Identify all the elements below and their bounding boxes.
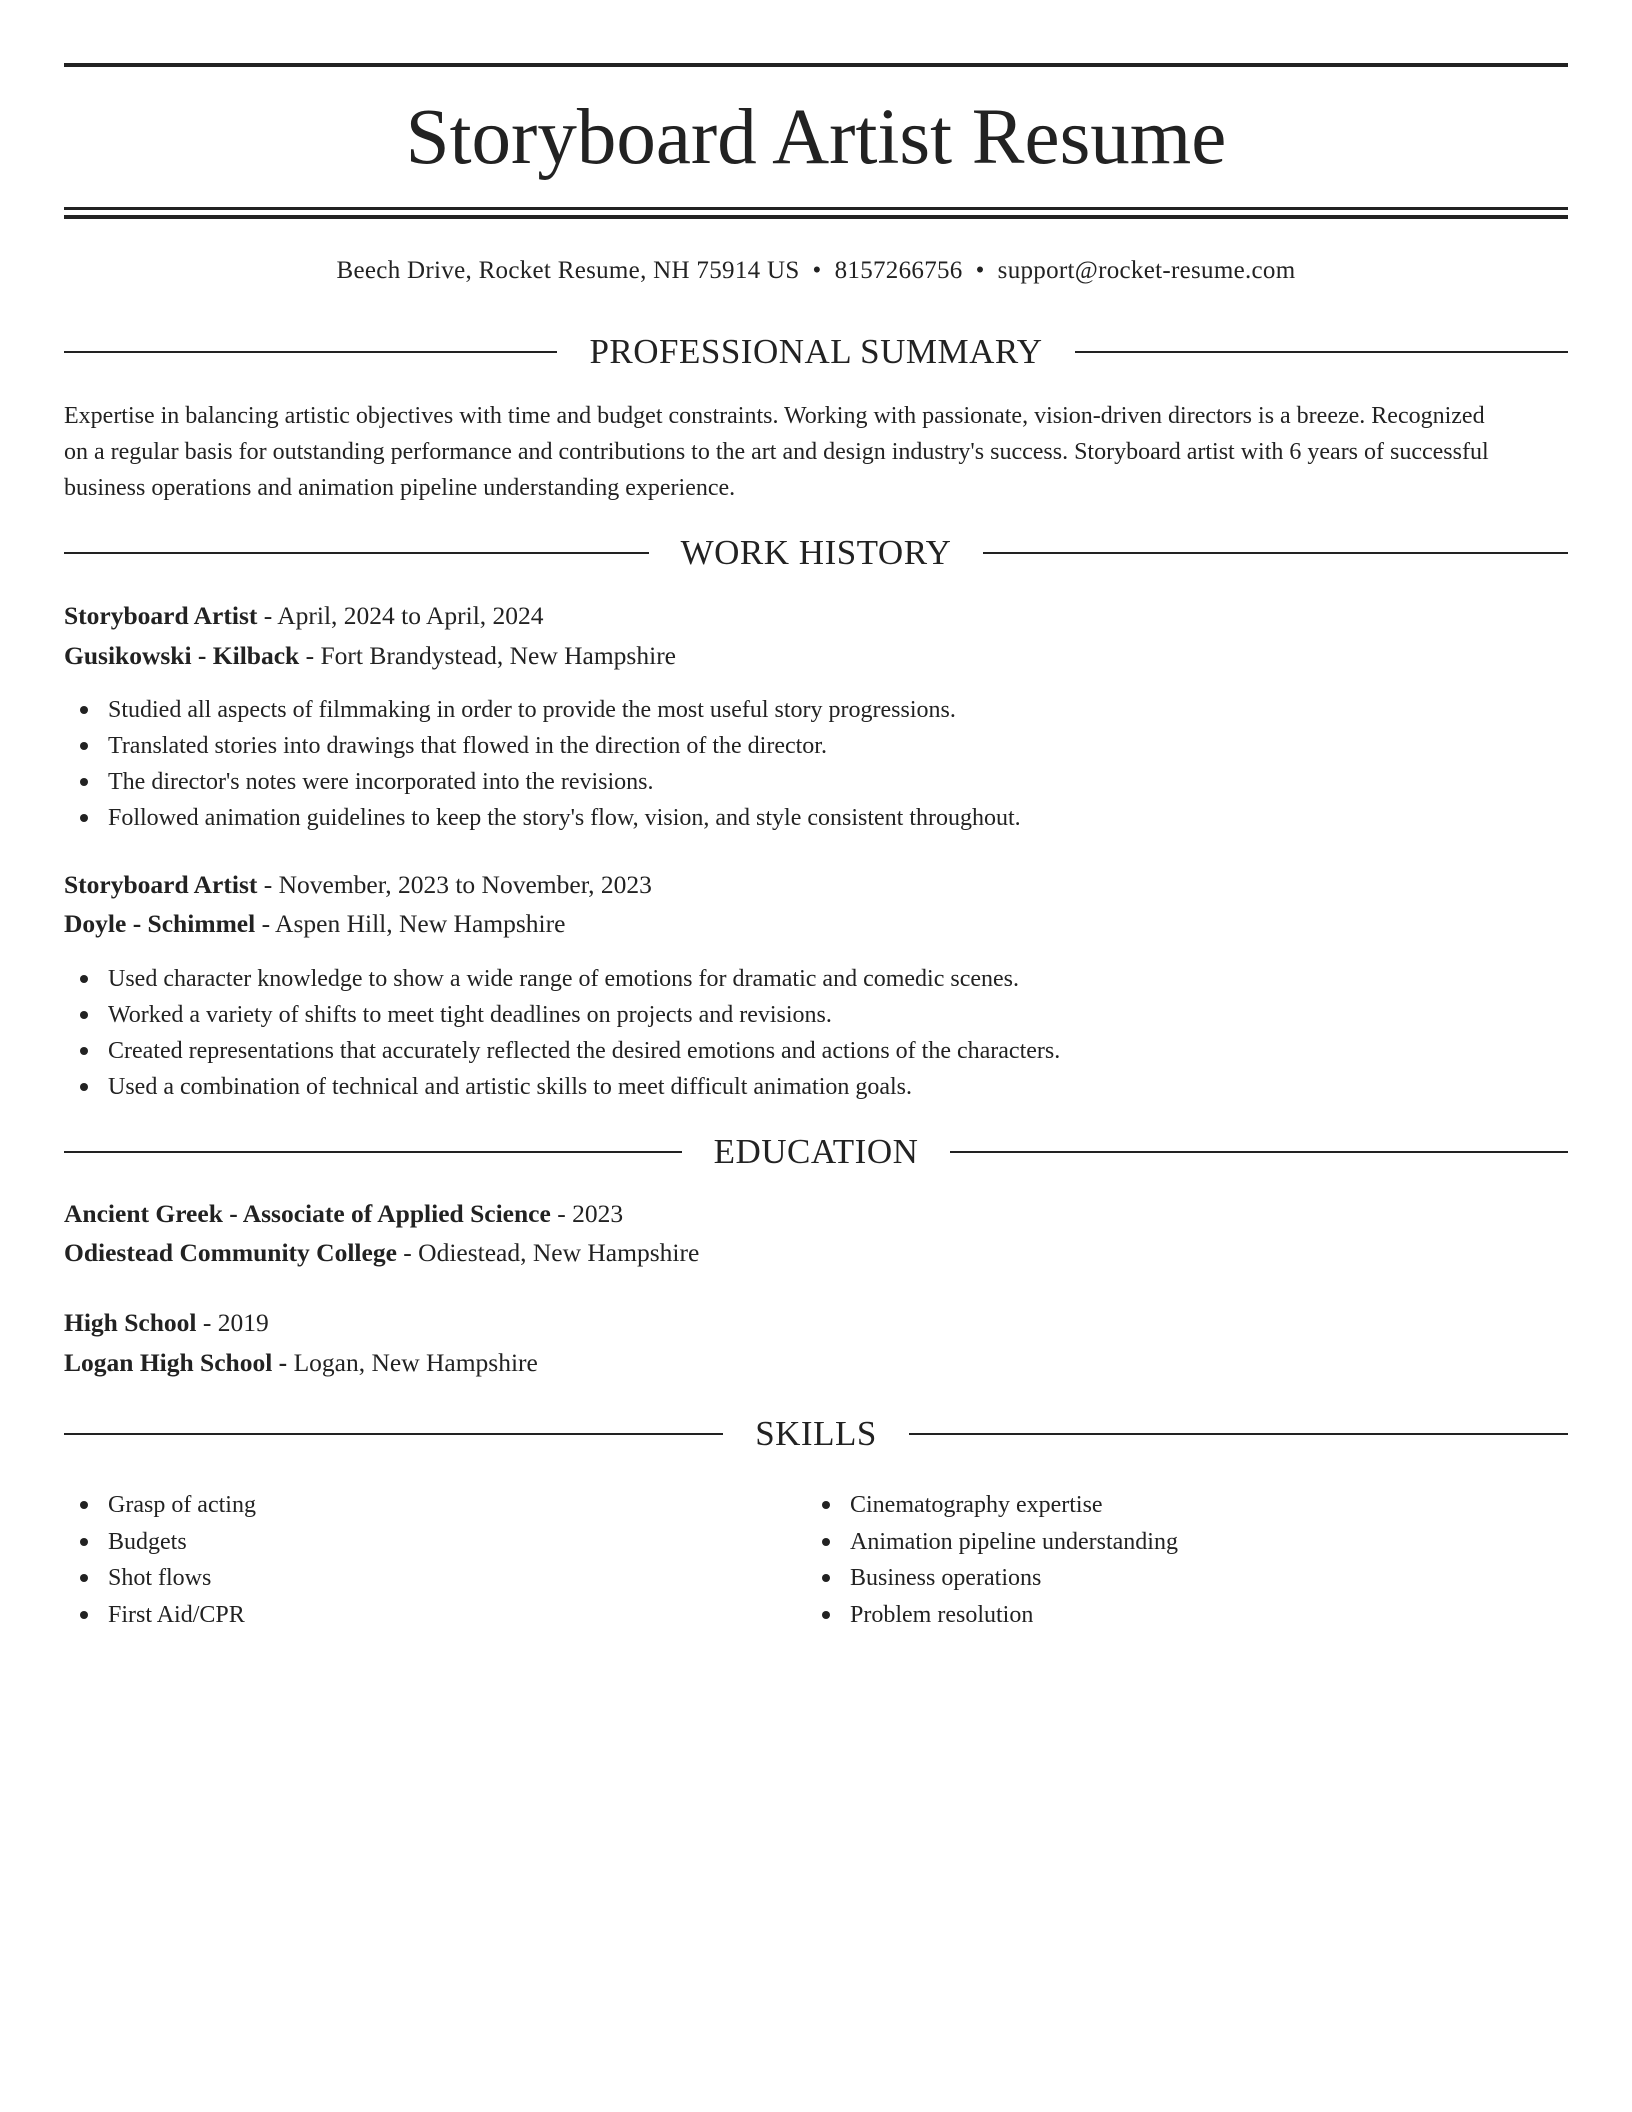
school-line <box>64 1235 1568 1271</box>
job-title: Storyboard Artist <box>64 601 258 630</box>
list-item: Used a combination of technical and artistic skills to meet difficult animation goals. <box>64 1069 1568 1105</box>
skill-item: Business operations <box>806 1560 1506 1597</box>
bullet-icon <box>822 1501 830 1509</box>
job-dates: - November, 2023 to November, 2023 <box>257 870 652 899</box>
heading-rule-right <box>909 1433 1568 1435</box>
job-title-line <box>64 867 1568 903</box>
bullet-icon <box>80 1538 88 1546</box>
top-rule <box>64 63 1568 67</box>
contact-address: Beech Drive, Rocket Resume, NH 75914 US <box>336 257 800 284</box>
list-item: Followed animation guidelines to keep the story's flow, vision, and style consistent throughout. <box>64 800 1568 836</box>
section-title: PROFESSIONAL SUMMARY <box>589 332 1043 371</box>
job-company-line <box>64 638 1568 674</box>
bullet-icon <box>80 778 88 786</box>
school-line <box>64 1345 1568 1381</box>
skills-list-right <box>806 1487 1506 1633</box>
skills-heading <box>64 1412 1568 1456</box>
skill-item: Problem resolution <box>806 1597 1506 1634</box>
contact-email: support@rocket-resume.com <box>997 257 1296 284</box>
skill-item: Budgets <box>64 1524 764 1561</box>
list-item: Studied all aspects of filmmaking in order to provide the most useful story progressions. <box>64 692 1568 728</box>
bullet-icon <box>80 1047 88 1055</box>
list-item: Worked a variety of shifts to meet tight deadlines on projects and revisions. <box>64 997 1568 1033</box>
job-duties-list <box>64 961 1568 1105</box>
bullet-icon <box>80 706 88 714</box>
education-heading <box>64 1130 1568 1174</box>
bullet-icon <box>80 742 88 750</box>
job-location: - Aspen Hill, New Hampshire <box>255 909 566 938</box>
contact-phone: 8157266756 <box>834 257 963 284</box>
school-name: Logan High School - <box>64 1348 288 1377</box>
bullet-icon <box>80 814 88 822</box>
resume-title: Storyboard Artist Resume <box>405 94 1227 181</box>
heading-rule-left <box>64 1433 723 1435</box>
section-title: SKILLS <box>755 1414 877 1453</box>
heading-rule-left <box>64 1151 682 1153</box>
contact-separator: • <box>812 257 822 284</box>
list-item: Translated stories into drawings that flowed in the direction of the director. <box>64 728 1568 764</box>
bullet-icon <box>80 975 88 983</box>
work-history-heading <box>64 531 1568 575</box>
summary-line: Expertise in balancing artistic objectives with time and budget constraints. Working with passionate, vision-driven directors is a breeze. Recognized <box>64 403 1485 429</box>
school-location: - Odiestead, New Hampshire <box>396 1238 700 1267</box>
list-item: The director's notes were incorporated into the revisions. <box>64 764 1568 800</box>
section-title: EDUCATION <box>713 1132 919 1171</box>
heading-rule-right <box>950 1151 1568 1153</box>
bullet-icon <box>822 1611 830 1619</box>
heading-rule-left <box>64 351 557 353</box>
contact-line <box>64 253 1568 289</box>
skill-item: Animation pipeline understanding <box>806 1524 1506 1561</box>
job-location: - Fort Brandystead, New Hampshire <box>299 641 676 670</box>
bullet-icon <box>80 1611 88 1619</box>
degree-line <box>64 1196 1568 1232</box>
degree-year: - 2023 <box>550 1199 624 1228</box>
job-duties-list <box>64 692 1568 836</box>
bullet-icon <box>80 1501 88 1509</box>
list-item: Used character knowledge to show a wide range of emotions for dramatic and comedic scenes. <box>64 961 1568 997</box>
job-title: Storyboard Artist <box>64 870 258 899</box>
bullet-icon <box>822 1574 830 1582</box>
bullet-icon <box>80 1011 88 1019</box>
section-title: WORK HISTORY <box>680 533 952 572</box>
bullet-icon <box>80 1574 88 1582</box>
heading-rule-right <box>1075 351 1568 353</box>
bullet-icon <box>822 1538 830 1546</box>
contact-separator: • <box>975 257 985 284</box>
degree-line <box>64 1305 1568 1341</box>
summary-paragraph <box>64 398 1568 506</box>
degree-name: Ancient Greek - Associate of Applied Science <box>64 1199 551 1228</box>
title-rule-lower <box>64 215 1568 219</box>
degree-year: - 2019 <box>196 1308 269 1337</box>
skills-list-left <box>64 1487 764 1633</box>
skill-item: Grasp of acting <box>64 1487 764 1524</box>
school-name: Odiestead Community College <box>64 1238 397 1267</box>
skill-item: Cinematography expertise <box>806 1487 1506 1524</box>
title-rule-upper <box>64 207 1568 210</box>
summary-heading <box>64 330 1568 374</box>
job-company-line <box>64 906 1568 942</box>
skill-item: First Aid/CPR <box>64 1597 764 1634</box>
summary-line: on a regular basis for outstanding performance and contributions to the art and design industry's success. Storyboard artist with 6 years of successful <box>64 439 1489 465</box>
skill-item: Shot flows <box>64 1560 764 1597</box>
degree-name: High School <box>64 1308 197 1337</box>
bullet-icon <box>80 1083 88 1091</box>
job-company: Gusikowski - Kilback <box>64 641 300 670</box>
job-title-line <box>64 598 1568 634</box>
school-location: Logan, New Hampshire <box>287 1348 538 1377</box>
heading-rule-left <box>64 552 649 554</box>
list-item: Created representations that accurately reflected the desired emotions and actions of the characters. <box>64 1033 1568 1069</box>
summary-line: business operations and animation pipeline understanding experience. <box>64 475 736 501</box>
job-dates: - April, 2024 to April, 2024 <box>257 601 544 630</box>
job-company: Doyle - Schimmel <box>64 909 256 938</box>
heading-rule-right <box>983 552 1568 554</box>
